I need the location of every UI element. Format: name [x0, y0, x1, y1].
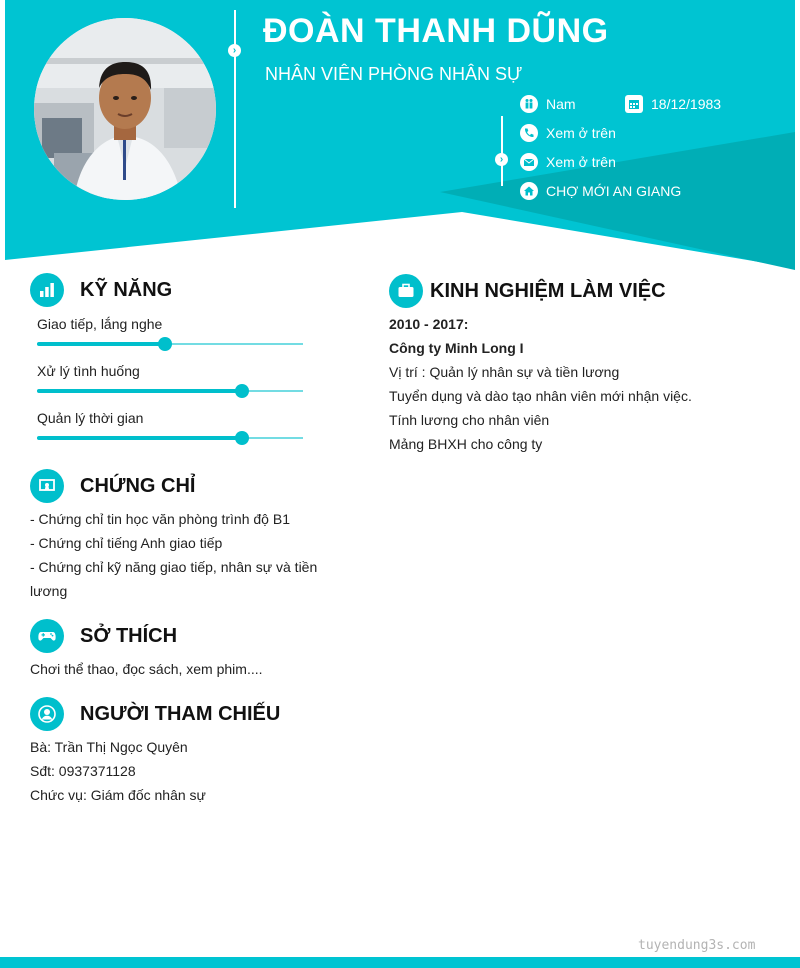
skill-bar-fill [37, 342, 165, 346]
home-icon [520, 182, 538, 200]
experience-line: Tuyển dụng và dào tạo nhân viên mới nhận việc. [389, 388, 692, 404]
certificate-line: - Chứng chỉ kỹ năng giao tiếp, nhân sự và tiền [30, 559, 318, 575]
skill-bar-knob [235, 384, 249, 398]
certificate-line: - Chứng chỉ tin học văn phòng trình độ B1 [30, 511, 290, 527]
contact-divider-line [501, 116, 503, 186]
skill-label: Xử lý tình huống [37, 363, 140, 379]
bar-chart-icon [30, 273, 64, 307]
references-title: NGƯỜI THAM CHIẾU [80, 703, 281, 725]
header-divider-line [234, 10, 236, 208]
email-field [520, 153, 616, 171]
job-title: NHÂN VIÊN PHÒNG NHÂN SỰ [265, 64, 523, 84]
experience-company: Công ty Minh Long I [389, 340, 524, 356]
experience-title: KINH NGHIỆM LÀM VIỆC [430, 280, 666, 302]
experience-period: 2010 - 2017: [389, 316, 469, 332]
calendar-icon [625, 95, 643, 113]
email-icon [520, 153, 538, 171]
email-value: Xem ở trên [546, 154, 616, 170]
avatar [34, 18, 216, 200]
hobbies-title: SỞ THÍCH [80, 625, 178, 647]
experience-line: Mảng BHXH cho công ty [389, 436, 543, 452]
phone-icon [520, 124, 538, 142]
phone-field [520, 124, 616, 142]
watermark: tuyendung3s.com [638, 938, 756, 953]
skill-bar-fill [37, 389, 242, 393]
address-field [520, 182, 681, 200]
birthdate-field [625, 95, 721, 113]
certificate-line: lương [30, 583, 68, 599]
footer-bar [0, 957, 800, 968]
skill-bar-fill [37, 436, 242, 440]
address-value: CHỢ MỚI AN GIANG [546, 183, 682, 199]
experience-line: Vị trí : Quản lý nhân sự và tiền lương [389, 364, 620, 380]
skill-label: Quản lý thời gian [37, 410, 144, 426]
certificates-title: CHỨNG CHỈ [80, 475, 196, 497]
experience-line: Tính lương cho nhân viên [389, 412, 550, 428]
person-icon [30, 697, 64, 731]
hobbies-text: Chơi thể thao, đọc sách, xem phim.... [30, 661, 263, 677]
skill-label: Giao tiếp, lắng nghe [37, 316, 163, 332]
skill-bar-knob [158, 337, 172, 351]
briefcase-icon [389, 274, 423, 308]
gender-icon [520, 95, 538, 113]
birthdate-value: 18/12/1983 [651, 96, 722, 112]
skill-bar-knob [235, 431, 249, 445]
gamepad-icon [30, 619, 64, 653]
chevron-right-icon: › [228, 44, 241, 57]
reference-line: Bà: Trần Thị Ngọc Quyên [30, 739, 188, 755]
phone-value: Xem ở trên [546, 125, 616, 141]
certificate-icon [30, 469, 64, 503]
candidate-name: ĐOÀN THANH DŨNG [263, 12, 609, 50]
gender-value: Nam [546, 96, 576, 112]
chevron-right-icon: › [495, 153, 508, 166]
gender-field [520, 95, 576, 113]
reference-line: Chức vụ: Giám đốc nhân sự [30, 787, 206, 803]
certificate-line: - Chứng chỉ tiếng Anh giao tiếp [30, 535, 223, 551]
skills-title: KỸ NĂNG [80, 279, 173, 301]
reference-line: Sđt: 0937371128 [30, 763, 136, 779]
